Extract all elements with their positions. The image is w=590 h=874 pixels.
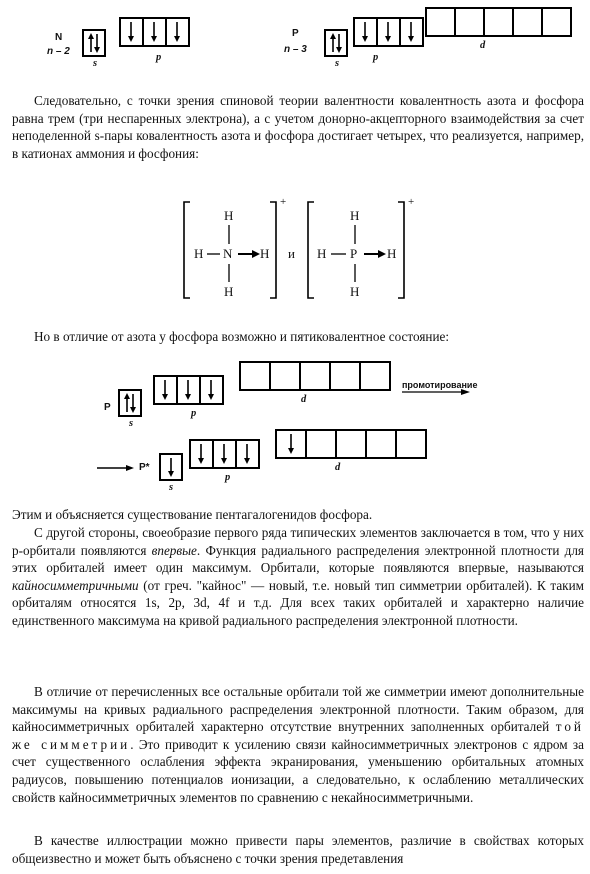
top-orbital-cells	[0, 0, 590, 72]
ph4-h-left: H	[317, 246, 327, 261]
nh4-n: N	[223, 246, 233, 261]
excited-s-label: s	[169, 482, 174, 493]
promotion-diagram	[0, 356, 590, 496]
ph4-p: P	[350, 246, 358, 261]
ground-p-label: p	[191, 408, 197, 419]
para4-part1: С другой стороны, своеобразие первого ряда типических элементов заключается в том, что у них p-орбитали появляются	[12, 525, 584, 558]
paragraph-illustration	[12, 832, 584, 867]
paragraph-pentahalides-text: Этим и объясняется существование пентагалогенидов фосфора.	[12, 507, 373, 522]
excited-p-symbol: P*	[139, 462, 150, 473]
para4-part2: . Функция радиального распределения электронной плотности для этих орбиталей имеет один максимум. Орбитали, которые появляются впервые, называются	[12, 542, 584, 576]
cation-brackets	[0, 196, 590, 308]
excited-d-label: d	[335, 462, 341, 473]
nh4-charge: +	[280, 196, 287, 208]
excited-p-label: p	[225, 472, 231, 483]
ground-s-label: s	[129, 418, 134, 429]
para5-part2: . Это приводит к усилению связи кайносимметричных электронов с ядром за счет существенного ослабления эффекта экранирования, уменьшению орбитальных атомных радиусов, повышению потенциалов ионизации, а следовательно, к ослаблению металлических свойств кайносимметричных элементов по сравнению с некайносимметричными.	[12, 736, 584, 805]
nitrogen-symbol: N	[55, 32, 63, 43]
para5-part1: В отличие от перечисленных все остальные орбитали той же симметрии имеют дополнительные максимумы на кривых радиального распределения электронной плотности. Таким образом, для кайносимметричных орбиталей характерно отсутствие внутренних заполненных орбиталей	[12, 684, 584, 735]
paragraph-valence-text: Следовательно, с точки зрения спиновой теории валентности ковалентность азота и фосфора равна трем (три неспаренных электрона), а с учетом донорно-акцепторного взаимодействия за счет неподеленной s-пары ковалентность азота и фосфора достигает четырех, что реализуется, например, в катионах аммония и фосфония:	[12, 93, 584, 161]
n-s-label: s	[93, 58, 98, 69]
conjunction-and: и	[288, 246, 295, 261]
top-orbital-diagram	[0, 0, 590, 72]
nh4-h-top: H	[224, 208, 234, 223]
ph4-h-right: H	[387, 246, 397, 261]
paragraph-valence	[12, 92, 584, 162]
p-p-label: p	[373, 52, 379, 63]
para5-spaced: той же симметрии	[12, 719, 584, 752]
paragraph-kainosymmetric	[12, 524, 584, 630]
ph4-h-bottom: H	[350, 284, 360, 299]
n-p-label: p	[156, 52, 162, 63]
para4-em-kainosymmetric: кайносимметричными	[12, 577, 139, 593]
paragraph-pentavalent	[12, 328, 584, 346]
ph4-charge: +	[408, 196, 415, 208]
promotion-label: промотирование	[402, 380, 478, 390]
phosphorus-level: n – 3	[284, 44, 307, 55]
nh4-h-bottom: H	[224, 284, 234, 299]
nh4-h-right: H	[260, 246, 270, 261]
p-d-label: d	[480, 40, 486, 51]
ground-d-label: d	[301, 394, 307, 405]
nh4-h-left: H	[194, 246, 204, 261]
paragraph-illustration-text: В качестве иллюстрации можно привести пары элементов, различие в свойствах которых общеизвестно и может быть объяснено с точки зрения предетавления	[12, 833, 584, 866]
promotion-cells	[0, 356, 590, 496]
cation-structures	[0, 196, 590, 308]
paragraph-pentahalides	[12, 506, 584, 524]
paragraph-other-orbitals	[12, 683, 584, 806]
para4-em-first: впервые	[151, 542, 197, 558]
p-s-label: s	[335, 58, 340, 69]
phosphorus-symbol: P	[292, 28, 299, 39]
ph4-h-top: H	[350, 208, 360, 223]
paragraph-pentavalent-text: Но в отличие от азота у фосфора возможно и пятиковалентное состояние:	[34, 329, 450, 344]
ground-p-symbol: P	[104, 402, 111, 413]
para4-part3: (от греч. "кайнос" — новый, т.е. новый тип симметрии орбиталей). К таким орбиталям относятся 1s, 2p, 3d, 4f и т.д. Для всех таких орбиталей и характерно наличие единственного максимума на кривой радиального распределения электронной плотности.	[12, 577, 584, 628]
nitrogen-level: n – 2	[47, 46, 70, 57]
